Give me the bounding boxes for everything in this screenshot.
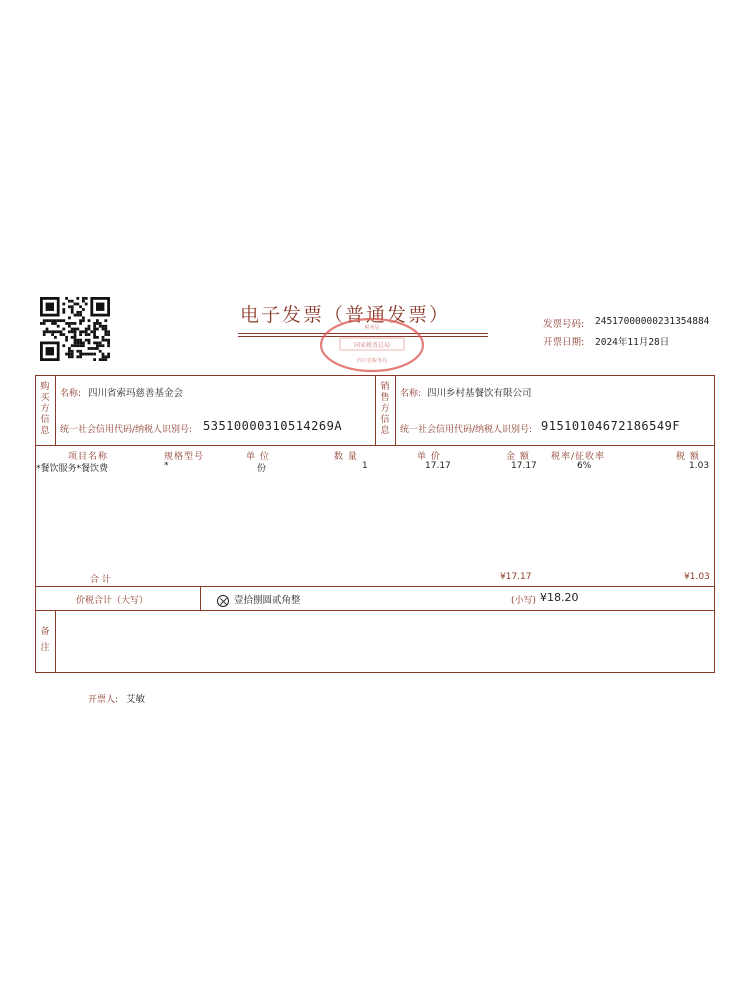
item-spec: * (164, 461, 169, 471)
buyer-side-char: 息 (40, 426, 50, 436)
item-unit-price: 17.17 (425, 461, 451, 471)
item-unit: 份 (257, 464, 267, 474)
issue-date: 2024年11月28日 (595, 337, 670, 348)
total-words-bottom-line (36, 610, 714, 611)
col-header-quantity: 数 量 (334, 452, 358, 462)
tax-bureau-seal (318, 316, 426, 374)
col-header-unit-price: 单 价 (417, 452, 441, 462)
invoice-table (35, 375, 715, 673)
total-words-label: 价税合计（大写） (76, 596, 149, 606)
seller-side-char: 售 (380, 393, 390, 403)
seller-tax-id: 91510104672186549F (541, 419, 681, 433)
col-header-item-name: 项目名称 (68, 452, 109, 462)
buyer-name: 四川省索玛慈善基金会 (88, 388, 184, 399)
invoice-number-label: 发票号码: (543, 319, 585, 330)
checked-circle-icon (217, 590, 229, 609)
seller-side-char: 信 (380, 415, 390, 425)
item-quantity: 1 (362, 461, 368, 471)
seller-id-label: 统一社会信用代码/纳税人识别号: (400, 425, 533, 435)
remarks-side-char: 注 (40, 643, 50, 653)
seller-name-label: 名称: (400, 389, 422, 399)
total-words-divider (200, 586, 201, 610)
buyer-name-label: 名称: (60, 389, 82, 399)
seller-name: 四川乡村基餐饮有限公司 (427, 388, 532, 399)
seller-label-divider (395, 376, 396, 445)
invoice-title: 电子发票（普通发票） (240, 304, 451, 326)
issue-date-label: 开票日期: (543, 337, 585, 348)
issuer-name: 艾敏 (126, 694, 146, 705)
seal-top-text: 税务局 (364, 325, 380, 331)
total-amount: ¥17.17 (500, 572, 532, 582)
item-tax: 1.03 (689, 461, 710, 471)
issuer-label: 开票人: (88, 695, 119, 705)
seller-side-char: 方 (380, 404, 390, 414)
seller-side-label (379, 382, 391, 437)
buyer-side-char: 买 (40, 393, 50, 403)
col-header-spec: 规格型号 (164, 452, 205, 462)
buyer-tax-id: 53510000310514269A (203, 419, 343, 433)
buyer-label-divider (55, 376, 56, 445)
remarks-side-char: 备 (40, 627, 50, 637)
buyer-id-label: 统一社会信用代码/纳税人识别号: (60, 425, 193, 435)
total-tax: ¥1.03 (684, 572, 710, 582)
invoice-number: 24517000000231354884 (595, 316, 710, 327)
item-name: *餐饮服务*餐饮费 (36, 464, 109, 474)
total-words-value: 壹拾捌圆贰角整 (234, 595, 301, 606)
qr-code (40, 297, 110, 361)
party-divider (36, 445, 714, 446)
buyer-side-char: 信 (40, 415, 50, 425)
buyer-side-label (39, 382, 51, 437)
total-label: 合 计 (90, 575, 111, 585)
seller-side-char: 息 (380, 426, 390, 436)
col-header-tax: 税 额 (676, 452, 700, 462)
seal-middle-text: 国家税务总局 (353, 342, 391, 349)
total-small-value: ¥18.20 (540, 591, 579, 604)
party-center-divider (375, 376, 376, 445)
items-bottom-line (36, 586, 714, 587)
col-header-tax-rate: 税率/征收率 (551, 452, 606, 462)
seller-side-char: 销 (380, 382, 390, 392)
col-header-amount: 金 额 (506, 452, 530, 462)
item-tax-rate: 6% (577, 461, 592, 471)
remarks-side-label (39, 624, 51, 656)
col-header-unit: 单 位 (246, 452, 270, 462)
buyer-side-char: 购 (40, 382, 50, 392)
buyer-side-char: 方 (40, 404, 50, 414)
remarks-label-divider (55, 610, 56, 673)
item-amount: 17.17 (511, 461, 537, 471)
total-small-label: (小写) (511, 596, 537, 606)
seal-bottom-text: 四川省税务局 (356, 358, 388, 364)
